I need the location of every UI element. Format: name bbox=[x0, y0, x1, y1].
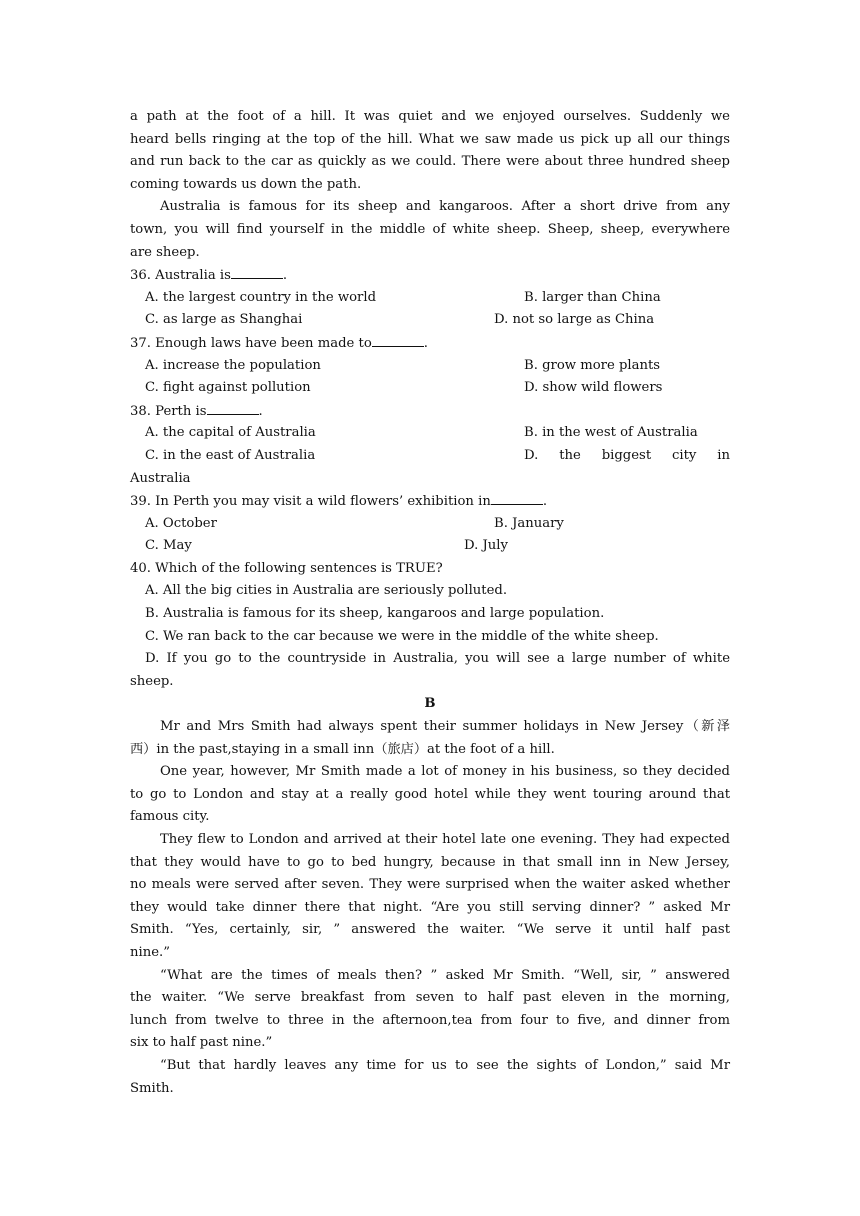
passage-line: they would take dinner there that night. “Are you still serving dinner? ” asked Mr bbox=[130, 899, 730, 915]
question-stem: 38. Perth is bbox=[130, 403, 207, 419]
option-b: B. grow more plants bbox=[524, 357, 661, 373]
passage-line: Smith. “Yes, certainly, sir, ” answered the waiter. “We serve it until half past bbox=[130, 922, 730, 938]
answer-blank bbox=[372, 332, 424, 347]
passage-line: and run back to the car as quickly as we could. There were about three hundred sheep bbox=[130, 154, 730, 170]
section-heading: B bbox=[424, 696, 436, 712]
options-row bbox=[130, 377, 730, 400]
option-c: C. May bbox=[145, 538, 192, 554]
options-row bbox=[130, 309, 730, 332]
answer-blank bbox=[231, 264, 283, 279]
question-38: 38. Perth is . bbox=[130, 400, 730, 423]
passage-line: Smith. bbox=[130, 1080, 174, 1096]
passage-line: famous city. bbox=[130, 809, 210, 825]
option-c: C. We ran back to the car because we were in the middle of the white sheep. bbox=[145, 628, 659, 644]
option-d-continued: sheep. bbox=[130, 673, 174, 689]
passage-line: Australia is famous for its sheep and kangaroos. After a short drive from any bbox=[160, 199, 730, 215]
option-b: B. Australia is famous for its sheep, kangaroos and large population. bbox=[145, 606, 605, 622]
question-39: 39. In Perth you may visit a wild flowers’ exhibition in . bbox=[130, 490, 730, 513]
question-stem: 36. Australia is bbox=[130, 268, 231, 284]
option-d: D. show wild flowers bbox=[524, 380, 663, 396]
option-a: A. All the big cities in Australia are seriously polluted. bbox=[145, 583, 508, 599]
passage-line: coming towards us down the path. bbox=[130, 176, 362, 192]
passage-line: heard bells ringing at the top of the hill. What we saw made us pick up all our things bbox=[130, 131, 730, 147]
document-body bbox=[130, 106, 730, 1100]
option-a: A. the capital of Australia bbox=[145, 425, 316, 441]
option-d: D. not so large as China bbox=[494, 312, 655, 328]
question-stem: 37. Enough laws have been made to bbox=[130, 335, 372, 351]
option-d: D. the biggest city in bbox=[524, 447, 730, 463]
question-36: 36. Australia is . bbox=[130, 264, 730, 287]
passage-line: are sheep. bbox=[130, 244, 200, 260]
option-c: C. fight against pollution bbox=[145, 380, 311, 396]
option-c: C. as large as Shanghai bbox=[145, 312, 303, 328]
passage-line: six to half past nine.” bbox=[130, 1035, 273, 1051]
option-b: B. in the west of Australia bbox=[524, 425, 698, 441]
option-d-continued: Australia bbox=[130, 470, 191, 486]
answer-blank bbox=[491, 490, 543, 505]
options-row bbox=[130, 355, 730, 378]
option-d: D. July bbox=[464, 538, 508, 554]
options-row bbox=[130, 287, 730, 310]
option-a: A. October bbox=[145, 515, 217, 531]
options-row bbox=[130, 445, 730, 468]
option-b: B. January bbox=[494, 515, 564, 531]
option-b: B. larger than China bbox=[524, 289, 661, 305]
option-a: A. increase the population bbox=[145, 357, 321, 373]
question-40: 40. Which of the following sentences is TRUE? bbox=[130, 560, 443, 576]
passage-line: to go to London and stay at a really good hotel while they went touring around that bbox=[130, 786, 730, 802]
passage-line: lunch from twelve to three in the afternoon,tea from four to five, and dinner from bbox=[130, 1012, 730, 1028]
passage-line: nine.” bbox=[130, 944, 170, 960]
passage-line: “What are the times of meals then? ” asked Mr Smith. “Well, sir, ” answered bbox=[160, 967, 730, 983]
passage-line: the waiter. “We serve breakfast from seven to half past eleven in the morning, bbox=[130, 990, 730, 1006]
passage-line: that they would have to go to bed hungry, because in that small inn in New Jersey, bbox=[130, 854, 730, 870]
option-a: A. the largest country in the world bbox=[145, 289, 377, 305]
option-c: C. in the east of Australia bbox=[145, 447, 316, 463]
passage-line: “But that hardly leaves any time for us to see the sights of London,” said Mr bbox=[160, 1057, 730, 1073]
passage-line: 西）in the past,staying in a small inn（旅店）at the foot of a hill. bbox=[130, 741, 555, 757]
passage-line: town, you will find yourself in the middle of white sheep. Sheep, sheep, everywhere bbox=[130, 221, 730, 237]
passage-line: One year, however, Mr Smith made a lot of money in his business, so they decided bbox=[160, 764, 730, 780]
passage-line: no meals were served after seven. They were surprised when the waiter asked whether bbox=[130, 877, 730, 893]
option-d: D. If you go to the countryside in Australia, you will see a large number of white bbox=[145, 651, 730, 667]
question-37: 37. Enough laws have been made to . bbox=[130, 332, 730, 355]
options-row bbox=[130, 513, 730, 536]
answer-blank bbox=[207, 400, 259, 415]
passage-line: Mr and Mrs Smith had always spent their summer holidays in New Jersey（新泽 bbox=[160, 719, 730, 735]
options-row bbox=[130, 535, 730, 558]
passage-line: They flew to London and arrived at their hotel late one evening. They had expected bbox=[160, 832, 730, 847]
passage-line: a path at the foot of a hill. It was quiet and we enjoyed ourselves. Suddenly we bbox=[130, 109, 730, 124]
options-row bbox=[130, 422, 730, 445]
question-stem: 39. In Perth you may visit a wild flowers’ exhibition in bbox=[130, 494, 491, 510]
